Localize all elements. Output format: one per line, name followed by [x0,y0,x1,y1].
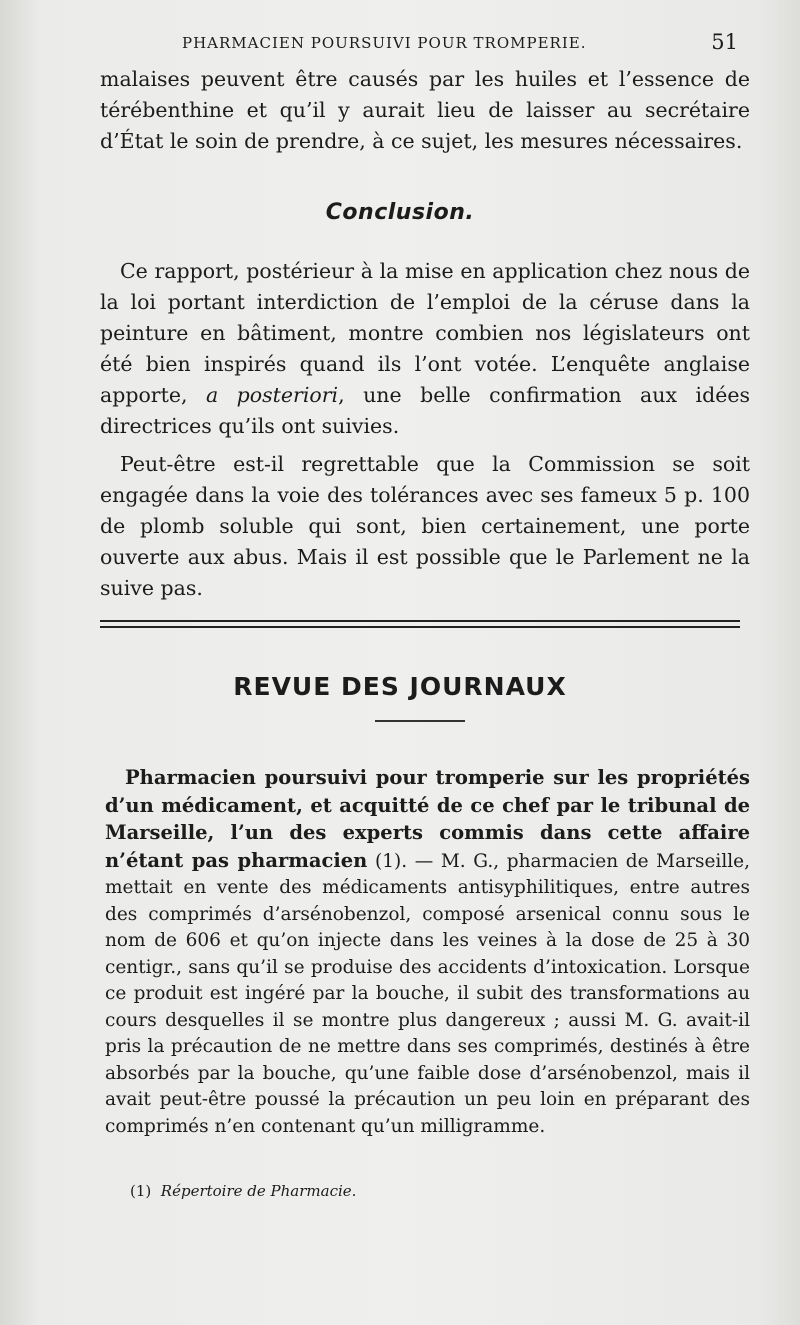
continued-paragraph: malaises peuvent être causés par les huiles et l’essence de térébenthine et qu’il y aurait lieu de laisser au secrétaire d’État le soin de prendre, à ce sujet, les mesures nécessaires. [100,67,750,153]
conclusion-paragraph-2: Peut-être est-il regrettable que la Commission se soit engagée dans la voie des tolérances avec ses fameux 5 p. 100 de plomb soluble qui sont, bien certainement, une porte ouverte aux abus. Mais il est possible que le Parlement ne la suive pas. [100,452,750,600]
running-title: PHARMACIEN POURSUIVI POUR TROMPERIE. [182,34,587,52]
page-header [100,30,750,54]
conclusion-p1-start: Ce rapport, postérieur à la mise en application chez nous de la loi portant interdiction de l’emploi de la céruse dans la peinture en bâtiment, montre combien nos législateurs ont été bien inspirés quand ils l’ont votée. L’enquête anglaise apporte, [100,259,750,407]
page-number: 51 [711,30,738,54]
footnote-reference: (1). [367,850,408,872]
section-title: REVUE DES JOURNAUX [233,672,567,701]
footnote-marker: (1) [130,1182,152,1200]
article-lead: Pharmacien poursuivi pour tromperie sur les propriétés d’un médicament, et acquitté de ce chef par le tribunal de Marseille, l’un des experts commis dans cette affaire n’étant pas pharmacien [105,766,750,872]
double-rule-divider [100,620,740,628]
conclusion-heading: Conclusion. [325,200,475,225]
conclusion-p1-end: , une belle confirmation aux idées directrices qu’ils ont suivies. [100,383,750,438]
short-rule-divider [375,720,465,722]
conclusion-paragraph-1 [100,256,750,442]
article-body: — M. G., pharmacien de Marseille, mettait en vente des médicaments antisyphilitiques, entre autres des comprimés d’arsénobenzol, composé arsenical connu sous le nom de 606 et qu’on injecte dans les veines à la dose de 25 à 30 centigr., sans qu’il se produise des accidents d’intoxication. Lorsque ce produit est ingéré par la bouche, il subit des transformations au cours desquelles il se montre plus dangereux ; aussi M. G. avait-il pris la précaution de ne mettre dans ses comprimés, destinés à être absorbés par la bouche, qu’une faible dose d’arsénobenzol, mais il avait peut-être poussé la précaution un peu loin en préparant des comprimés n’en contenant qu’un milligramme. [105,850,750,1137]
conclusion-p1-italic: a posteriori [205,383,339,407]
article-paragraph [105,765,750,1140]
footnote-source: Répertoire de Pharmacie. [160,1182,357,1200]
footnote [130,1182,356,1200]
